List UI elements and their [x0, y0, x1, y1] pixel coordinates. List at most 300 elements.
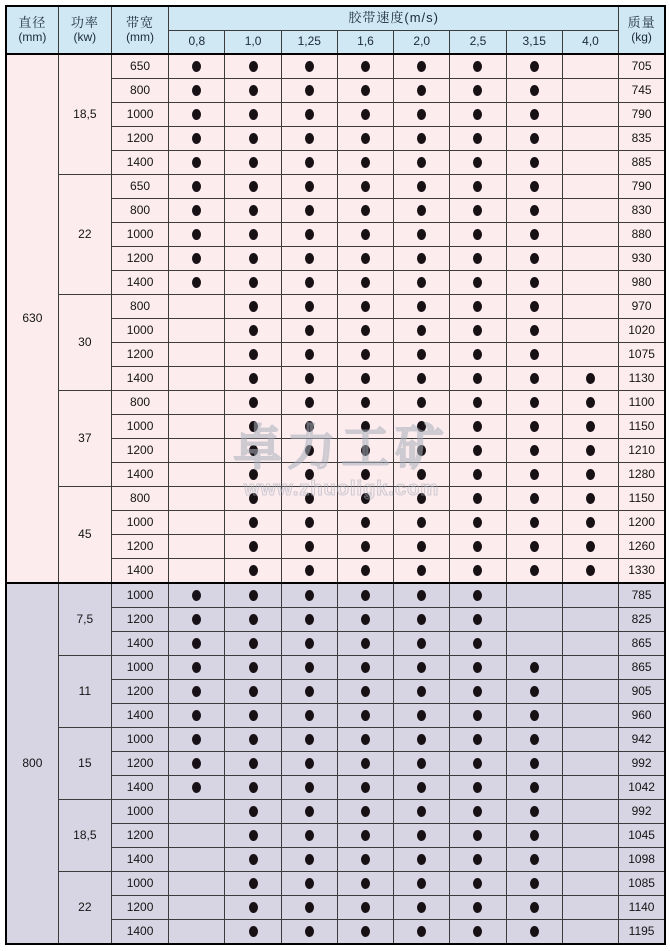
table-row [6, 487, 665, 511]
availability-dot-icon [361, 61, 370, 72]
availability-dot-icon [361, 133, 370, 144]
availability-dot-icon [473, 710, 482, 721]
table-row [6, 800, 665, 824]
speed-availability-cell [450, 367, 506, 391]
availability-dot-icon [305, 349, 314, 360]
header-belt-width-unit: (mm) [126, 29, 155, 44]
availability-dot-icon [361, 397, 370, 408]
availability-dot-icon [473, 325, 482, 336]
availability-dot-icon [192, 662, 201, 673]
availability-dot-icon [417, 590, 426, 601]
availability-dot-icon [305, 373, 314, 384]
availability-dot-icon [417, 710, 426, 721]
cell-mass: 790 [619, 175, 665, 199]
cell-belt-width: 1400 [111, 271, 168, 295]
speed-availability-cell [337, 79, 393, 103]
availability-dot-icon [417, 397, 426, 408]
speed-availability-cell [337, 872, 393, 896]
speed-availability-cell [394, 54, 450, 79]
speed-availability-cell [337, 223, 393, 247]
speed-availability-cell [225, 439, 281, 463]
availability-dot-icon [417, 734, 426, 745]
speed-availability-cell [225, 632, 281, 656]
speed-availability-cell [450, 920, 506, 945]
availability-dot-icon [417, 421, 426, 432]
availability-dot-icon [473, 109, 482, 120]
header-belt-speed-title: 胶带速度(m/s) [169, 6, 619, 31]
availability-dot-icon [473, 277, 482, 288]
availability-dot-icon [530, 902, 539, 913]
speed-availability-cell [394, 583, 450, 608]
speed-availability-cell [169, 367, 225, 391]
speed-availability-cell [225, 487, 281, 511]
availability-dot-icon [305, 782, 314, 793]
speed-availability-cell [337, 704, 393, 728]
speed-availability-cell [281, 704, 337, 728]
speed-availability-cell [169, 535, 225, 559]
availability-dot-icon [249, 157, 258, 168]
speed-availability-cell [394, 391, 450, 415]
cell-power: 37 [58, 391, 111, 487]
speed-availability-cell [394, 848, 450, 872]
speed-availability-cell [337, 535, 393, 559]
availability-dot-icon [473, 469, 482, 480]
speed-availability-cell [506, 848, 562, 872]
availability-dot-icon [361, 445, 370, 456]
speed-availability-cell [450, 487, 506, 511]
availability-dot-icon [305, 517, 314, 528]
cell-belt-width: 1000 [111, 319, 168, 343]
speed-availability-cell [281, 920, 337, 945]
speed-availability-cell [169, 103, 225, 127]
speed-availability-cell [394, 247, 450, 271]
speed-availability-cell [562, 511, 618, 535]
availability-dot-icon [417, 85, 426, 96]
availability-dot-icon [361, 565, 370, 576]
speed-availability-cell [562, 728, 618, 752]
availability-dot-icon [249, 638, 258, 649]
availability-dot-icon [417, 854, 426, 865]
availability-dot-icon [361, 349, 370, 360]
speed-availability-cell [450, 656, 506, 680]
availability-dot-icon [249, 734, 258, 745]
availability-dot-icon [249, 686, 258, 697]
cell-mass: 785 [619, 583, 665, 608]
speed-availability-cell [281, 343, 337, 367]
availability-dot-icon [361, 614, 370, 625]
availability-dot-icon [530, 758, 539, 769]
speed-availability-cell [450, 896, 506, 920]
availability-dot-icon [586, 517, 595, 528]
cell-power: 18,5 [58, 800, 111, 872]
availability-dot-icon [305, 85, 314, 96]
availability-dot-icon [473, 686, 482, 697]
cell-mass: 835 [619, 127, 665, 151]
speed-availability-cell [281, 463, 337, 487]
availability-dot-icon [305, 902, 314, 913]
header-speed-6: 3,15 [506, 31, 562, 55]
speed-availability-cell [450, 247, 506, 271]
availability-dot-icon [417, 277, 426, 288]
speed-availability-cell [450, 511, 506, 535]
speed-availability-cell [225, 824, 281, 848]
speed-availability-cell [281, 848, 337, 872]
table-header [6, 6, 665, 54]
header-speed-5: 2,5 [450, 31, 506, 55]
availability-dot-icon [249, 902, 258, 913]
speed-availability-cell [337, 54, 393, 79]
speed-availability-cell [169, 415, 225, 439]
cell-belt-width: 1400 [111, 463, 168, 487]
cell-belt-width: 650 [111, 54, 168, 79]
availability-dot-icon [305, 301, 314, 312]
cell-mass: 830 [619, 199, 665, 223]
availability-dot-icon [361, 205, 370, 216]
availability-dot-icon [305, 109, 314, 120]
availability-dot-icon [530, 686, 539, 697]
cell-belt-width: 1400 [111, 776, 168, 800]
speed-availability-cell [394, 608, 450, 632]
cell-mass: 1210 [619, 439, 665, 463]
table-row [6, 54, 665, 79]
availability-dot-icon [473, 854, 482, 865]
availability-dot-icon [361, 638, 370, 649]
cell-belt-width: 1200 [111, 752, 168, 776]
speed-availability-cell [450, 704, 506, 728]
cell-power: 15 [58, 728, 111, 800]
availability-dot-icon [192, 229, 201, 240]
availability-dot-icon [530, 61, 539, 72]
speed-availability-cell [225, 271, 281, 295]
availability-dot-icon [192, 253, 201, 264]
availability-dot-icon [305, 229, 314, 240]
header-diameter [6, 6, 58, 54]
speed-availability-cell [337, 319, 393, 343]
availability-dot-icon [249, 229, 258, 240]
availability-dot-icon [417, 61, 426, 72]
availability-dot-icon [586, 397, 595, 408]
speed-availability-cell [169, 776, 225, 800]
availability-dot-icon [473, 85, 482, 96]
speed-availability-cell [225, 800, 281, 824]
speed-availability-cell [562, 656, 618, 680]
speed-availability-cell [281, 367, 337, 391]
speed-availability-cell [394, 680, 450, 704]
speed-availability-cell [337, 271, 393, 295]
speed-availability-cell [506, 632, 562, 656]
cell-belt-width: 1400 [111, 848, 168, 872]
availability-dot-icon [473, 421, 482, 432]
speed-availability-cell [394, 127, 450, 151]
speed-availability-cell [450, 824, 506, 848]
speed-availability-cell [562, 487, 618, 511]
availability-dot-icon [473, 614, 482, 625]
speed-availability-cell [506, 415, 562, 439]
cell-mass: 1195 [619, 920, 665, 945]
availability-dot-icon [473, 758, 482, 769]
speed-availability-cell [169, 896, 225, 920]
speed-availability-cell [225, 776, 281, 800]
availability-dot-icon [417, 253, 426, 264]
availability-dot-icon [417, 301, 426, 312]
availability-dot-icon [473, 301, 482, 312]
availability-dot-icon [361, 758, 370, 769]
cell-mass: 1042 [619, 776, 665, 800]
availability-dot-icon [305, 638, 314, 649]
speed-availability-cell [281, 776, 337, 800]
header-speed-0: 0,8 [169, 31, 225, 55]
availability-dot-icon [305, 541, 314, 552]
speed-availability-cell [169, 151, 225, 175]
availability-dot-icon [530, 157, 539, 168]
speed-availability-cell [562, 103, 618, 127]
cell-belt-width: 1200 [111, 824, 168, 848]
availability-dot-icon [249, 830, 258, 841]
speed-availability-cell [394, 295, 450, 319]
header-mass-label: 质量 [627, 14, 656, 30]
speed-availability-cell [394, 223, 450, 247]
speed-availability-cell [506, 247, 562, 271]
speed-availability-cell [169, 848, 225, 872]
speed-availability-cell [562, 415, 618, 439]
availability-dot-icon [361, 830, 370, 841]
speed-availability-cell [450, 319, 506, 343]
availability-dot-icon [249, 590, 258, 601]
availability-dot-icon [249, 878, 258, 889]
speed-availability-cell [506, 728, 562, 752]
speed-availability-cell [281, 487, 337, 511]
cell-mass: 865 [619, 632, 665, 656]
cell-mass: 960 [619, 704, 665, 728]
header-power-unit: (kw) [73, 29, 97, 44]
speed-availability-cell [225, 247, 281, 271]
speed-availability-cell [506, 920, 562, 945]
availability-dot-icon [192, 758, 201, 769]
availability-dot-icon [249, 61, 258, 72]
speed-availability-cell [225, 559, 281, 584]
cell-mass: 745 [619, 79, 665, 103]
speed-availability-cell [562, 271, 618, 295]
header-belt-width [111, 6, 168, 54]
speed-availability-cell [394, 319, 450, 343]
table-row [6, 391, 665, 415]
speed-availability-cell [506, 175, 562, 199]
availability-dot-icon [530, 109, 539, 120]
speed-availability-cell [450, 391, 506, 415]
speed-availability-cell [169, 127, 225, 151]
speed-availability-cell [281, 319, 337, 343]
speed-availability-cell [337, 920, 393, 945]
speed-availability-cell [562, 704, 618, 728]
speed-availability-cell [506, 199, 562, 223]
availability-dot-icon [192, 590, 201, 601]
cell-belt-width: 800 [111, 391, 168, 415]
availability-dot-icon [530, 565, 539, 576]
header-power-label: 功率 [70, 14, 99, 30]
cell-belt-width: 1000 [111, 872, 168, 896]
speed-availability-cell [337, 511, 393, 535]
availability-dot-icon [530, 782, 539, 793]
speed-availability-cell [506, 54, 562, 79]
availability-dot-icon [473, 517, 482, 528]
availability-dot-icon [249, 421, 258, 432]
speed-availability-cell [337, 680, 393, 704]
availability-dot-icon [305, 445, 314, 456]
cell-belt-width: 1200 [111, 343, 168, 367]
cell-belt-width: 1000 [111, 728, 168, 752]
availability-dot-icon [530, 878, 539, 889]
availability-dot-icon [192, 277, 201, 288]
speed-availability-cell [225, 704, 281, 728]
speed-availability-cell [394, 776, 450, 800]
speed-availability-cell [506, 463, 562, 487]
availability-dot-icon [417, 662, 426, 673]
speed-availability-cell [394, 367, 450, 391]
availability-dot-icon [586, 445, 595, 456]
speed-availability-cell [506, 559, 562, 584]
cell-power: 11 [58, 656, 111, 728]
availability-dot-icon [417, 926, 426, 937]
speed-availability-cell [562, 199, 618, 223]
cell-mass: 1020 [619, 319, 665, 343]
speed-availability-cell [337, 583, 393, 608]
speed-availability-cell [225, 752, 281, 776]
cell-belt-width: 1200 [111, 535, 168, 559]
availability-dot-icon [249, 541, 258, 552]
availability-dot-icon [249, 277, 258, 288]
speed-availability-cell [225, 103, 281, 127]
availability-dot-icon [530, 517, 539, 528]
availability-dot-icon [530, 806, 539, 817]
speed-availability-cell [506, 752, 562, 776]
speed-availability-cell [337, 752, 393, 776]
availability-dot-icon [361, 710, 370, 721]
speed-availability-cell [281, 583, 337, 608]
availability-dot-icon [530, 541, 539, 552]
speed-availability-cell [394, 175, 450, 199]
availability-dot-icon [417, 517, 426, 528]
availability-dot-icon [305, 493, 314, 504]
speed-availability-cell [450, 79, 506, 103]
speed-availability-cell [506, 872, 562, 896]
availability-dot-icon [530, 734, 539, 745]
speed-availability-cell [225, 535, 281, 559]
speed-availability-cell [225, 343, 281, 367]
cell-power: 30 [58, 295, 111, 391]
availability-dot-icon [473, 493, 482, 504]
cell-belt-width: 1400 [111, 151, 168, 175]
cell-belt-width: 650 [111, 175, 168, 199]
availability-dot-icon [192, 638, 201, 649]
availability-dot-icon [361, 325, 370, 336]
speed-availability-cell [337, 487, 393, 511]
availability-dot-icon [249, 325, 258, 336]
speed-availability-cell [450, 127, 506, 151]
speed-availability-cell [169, 800, 225, 824]
speed-availability-cell [562, 800, 618, 824]
header-mass [619, 6, 665, 54]
speed-availability-cell [169, 175, 225, 199]
speed-availability-cell [225, 463, 281, 487]
speed-availability-cell [450, 752, 506, 776]
speed-availability-cell [562, 391, 618, 415]
speed-availability-cell [169, 752, 225, 776]
speed-availability-cell [562, 367, 618, 391]
availability-dot-icon [192, 157, 201, 168]
speed-availability-cell [562, 319, 618, 343]
cell-mass: 1260 [619, 535, 665, 559]
availability-dot-icon [192, 782, 201, 793]
speed-availability-cell [225, 511, 281, 535]
speed-availability-cell [562, 54, 618, 79]
availability-dot-icon [530, 229, 539, 240]
speed-availability-cell [169, 872, 225, 896]
speed-availability-cell [394, 800, 450, 824]
availability-dot-icon [305, 590, 314, 601]
speed-availability-cell [225, 728, 281, 752]
speed-availability-cell [450, 103, 506, 127]
cell-belt-width: 800 [111, 199, 168, 223]
availability-dot-icon [530, 830, 539, 841]
speed-availability-cell [281, 439, 337, 463]
speed-availability-cell [562, 896, 618, 920]
availability-dot-icon [305, 878, 314, 889]
cell-belt-width: 1200 [111, 608, 168, 632]
availability-dot-icon [417, 902, 426, 913]
cell-belt-width: 1200 [111, 439, 168, 463]
speed-availability-cell [169, 295, 225, 319]
cell-mass: 1075 [619, 343, 665, 367]
availability-dot-icon [305, 662, 314, 673]
speed-availability-cell [337, 199, 393, 223]
availability-dot-icon [473, 541, 482, 552]
speed-availability-cell [337, 175, 393, 199]
speed-availability-cell [562, 127, 618, 151]
speed-availability-cell [506, 391, 562, 415]
cell-mass: 980 [619, 271, 665, 295]
cell-mass: 905 [619, 680, 665, 704]
availability-dot-icon [249, 854, 258, 865]
availability-dot-icon [305, 397, 314, 408]
header-diameter-unit: (mm) [18, 29, 47, 44]
availability-dot-icon [361, 229, 370, 240]
availability-dot-icon [249, 806, 258, 817]
speed-availability-cell [506, 367, 562, 391]
speed-availability-cell [394, 511, 450, 535]
speed-availability-cell [169, 656, 225, 680]
availability-dot-icon [361, 277, 370, 288]
availability-dot-icon [473, 229, 482, 240]
availability-dot-icon [305, 469, 314, 480]
availability-dot-icon [417, 325, 426, 336]
speed-availability-cell [225, 295, 281, 319]
speed-availability-cell [169, 223, 225, 247]
speed-availability-cell [394, 704, 450, 728]
cell-mass: 865 [619, 656, 665, 680]
availability-dot-icon [192, 614, 201, 625]
speed-availability-cell [394, 535, 450, 559]
availability-dot-icon [305, 157, 314, 168]
availability-dot-icon [361, 686, 370, 697]
availability-dot-icon [249, 397, 258, 408]
speed-availability-cell [169, 511, 225, 535]
cell-belt-width: 1000 [111, 800, 168, 824]
cell-mass: 1130 [619, 367, 665, 391]
availability-dot-icon [361, 926, 370, 937]
availability-dot-icon [305, 133, 314, 144]
availability-dot-icon [361, 469, 370, 480]
cell-mass: 1045 [619, 824, 665, 848]
